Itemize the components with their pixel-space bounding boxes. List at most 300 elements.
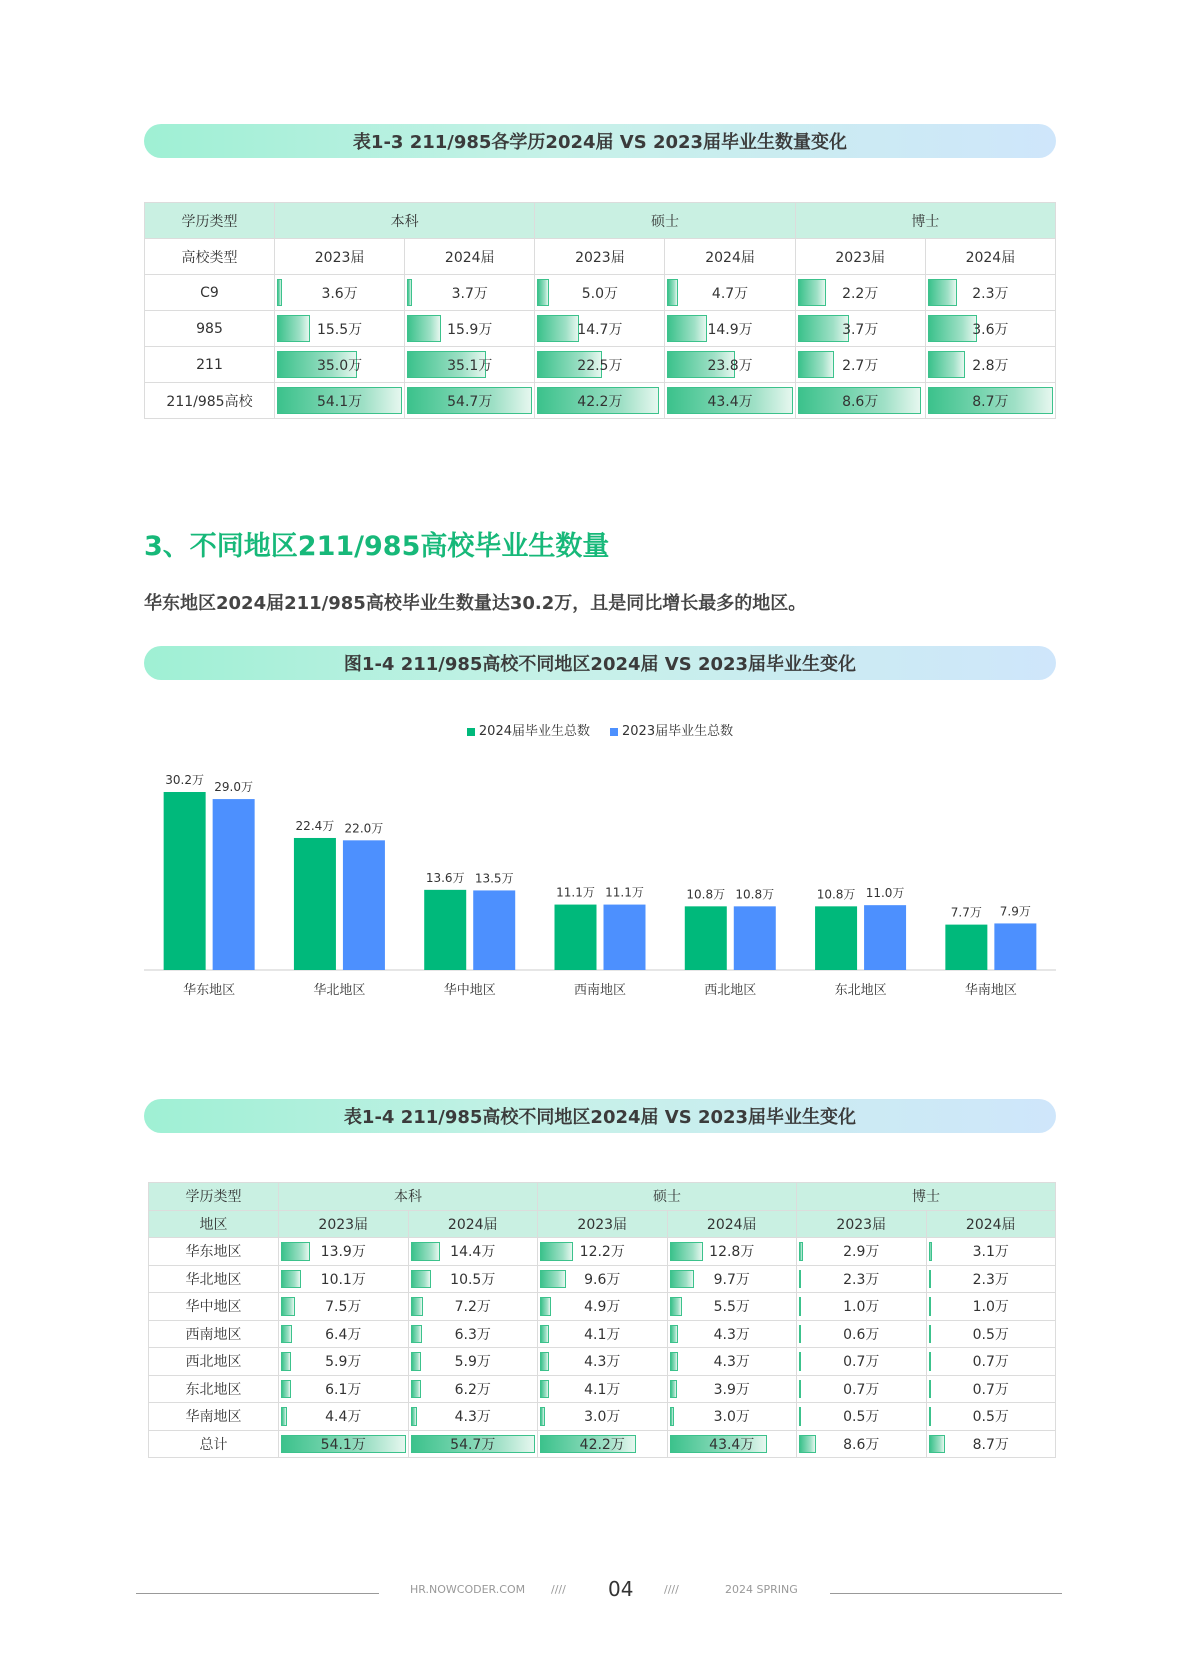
table-cell — [795, 383, 925, 419]
header-year-0: 2023届 — [279, 1210, 409, 1238]
cell-value: 2.3万 — [972, 1271, 1009, 1288]
cell-value: 14.4万 — [450, 1244, 496, 1261]
table-cell — [279, 1293, 409, 1321]
cell-value: 0.5万 — [972, 1326, 1009, 1343]
header-year-2: 2023届 — [535, 239, 665, 275]
cell-value: 4.1万 — [584, 1381, 621, 1398]
bar-data-label: 7.7万 — [950, 905, 982, 920]
table-cell — [275, 383, 405, 419]
bar-2023-3 — [604, 905, 646, 970]
cell-data-bar — [407, 279, 412, 306]
cell-value: 4.1万 — [584, 1326, 621, 1343]
cell-value: 43.4万 — [707, 393, 753, 410]
table-cell — [667, 1293, 797, 1321]
table-cell — [538, 1375, 668, 1403]
cell-data-bar — [670, 1242, 703, 1261]
table-row — [145, 383, 1056, 419]
table-cell — [797, 1403, 927, 1431]
bar-data-label: 11.1万 — [605, 885, 644, 900]
bar-data-label: 22.4万 — [295, 818, 335, 833]
table-cell — [667, 1403, 797, 1431]
cell-data-bar — [281, 1407, 287, 1426]
cell-value: 2.9万 — [843, 1244, 880, 1261]
cell-data-bar — [799, 1407, 801, 1426]
cell-data-bar — [411, 1242, 440, 1261]
table-cell — [925, 311, 1055, 347]
table-cell — [275, 347, 405, 383]
table-cell — [665, 347, 795, 383]
bar-data-label: 10.8万 — [816, 887, 856, 902]
cell-value: 2.3万 — [972, 285, 1009, 302]
header-degree-3: 博士 — [795, 203, 1055, 239]
bar-data-label: 10.8万 — [735, 887, 775, 902]
table-cell — [408, 1375, 538, 1403]
cell-data-bar — [540, 1297, 551, 1316]
cell-value: 15.5万 — [316, 321, 363, 338]
cell-value: 8.7万 — [972, 1436, 1009, 1453]
cell-value: 4.3万 — [454, 1409, 491, 1426]
header-row-degree — [149, 1183, 1056, 1211]
cell-value: 1.0万 — [843, 1299, 880, 1316]
table-cell — [926, 1430, 1056, 1458]
footer-page-number: 04 — [608, 1577, 634, 1601]
header-year-1: 2024届 — [405, 239, 535, 275]
bar-data-label: 13.5万 — [474, 871, 514, 886]
table-cell — [797, 1375, 927, 1403]
table-row — [145, 311, 1056, 347]
cell-data-bar — [670, 1352, 679, 1371]
figure14-title-banner — [144, 646, 1056, 680]
table-cell — [538, 1238, 668, 1266]
cell-value: 5.0万 — [581, 285, 619, 302]
bar-data-label: 30.2万 — [165, 773, 205, 787]
cell-value: 43.4万 — [709, 1436, 755, 1453]
cell-data-bar — [799, 1297, 801, 1316]
row-label: 华南地区 — [149, 1403, 279, 1431]
cell-data-bar — [411, 1325, 422, 1344]
table13 — [144, 202, 1056, 419]
table-cell — [538, 1348, 668, 1376]
cell-data-bar — [670, 1270, 694, 1289]
cell-data-bar — [537, 279, 548, 306]
table-cell — [667, 1375, 797, 1403]
cell-value: 5.9万 — [454, 1354, 491, 1371]
cell-value: 2.7万 — [842, 357, 879, 374]
table-cell — [279, 1375, 409, 1403]
x-tick-label: 西南地区 — [573, 983, 627, 998]
header-year-4: 2023届 — [797, 1210, 927, 1238]
table-cell — [665, 383, 795, 419]
cell-data-bar — [281, 1325, 292, 1344]
cell-value: 3.1万 — [972, 1244, 1009, 1261]
cell-data-bar — [929, 1325, 931, 1344]
cell-data-bar — [929, 1435, 946, 1454]
header-row-label: 地区 — [149, 1210, 279, 1238]
table-cell — [665, 275, 795, 311]
footer-rule-right — [830, 1593, 1062, 1594]
x-tick-label: 华北地区 — [313, 983, 366, 998]
cell-value: 8.6万 — [843, 1436, 880, 1453]
table-cell — [925, 275, 1055, 311]
table-cell — [279, 1403, 409, 1431]
cell-value: 9.6万 — [584, 1271, 621, 1288]
cell-data-bar — [540, 1325, 549, 1344]
table-cell — [279, 1348, 409, 1376]
row-label: C9 — [145, 275, 275, 311]
cell-data-bar — [667, 279, 677, 306]
cell-data-bar — [281, 1242, 310, 1261]
cell-data-bar — [929, 1352, 931, 1371]
cell-data-bar — [540, 1270, 566, 1289]
cell-data-bar — [667, 315, 707, 342]
table13-title-banner — [144, 124, 1056, 158]
cell-value: 13.9万 — [320, 1244, 366, 1261]
cell-value: 4.7万 — [711, 285, 749, 302]
cell-data-bar — [799, 1380, 801, 1399]
cell-data-bar — [277, 315, 310, 342]
table-cell — [538, 1403, 668, 1431]
cell-value: 14.7万 — [577, 321, 623, 338]
bar-data-label: 22.0万 — [344, 821, 384, 836]
bar-data-label: 11.1万 — [556, 885, 595, 900]
table-cell — [795, 347, 925, 383]
footer-site: HR.NOWCODER.COM — [410, 1583, 526, 1596]
cell-value: 54.1万 — [316, 393, 363, 410]
cell-value: 0.5万 — [843, 1409, 880, 1426]
header-degree-2: 硕士 — [538, 1183, 797, 1211]
header-degree-label: 学历类型 — [149, 1183, 279, 1211]
cell-value: 10.1万 — [320, 1271, 366, 1288]
bar-chart — [144, 745, 1056, 1005]
x-tick-label: 华中地区 — [443, 983, 496, 998]
header-degree-1: 本科 — [279, 1183, 538, 1211]
cell-data-bar — [670, 1297, 683, 1316]
cell-data-bar — [799, 1270, 801, 1289]
table-cell — [665, 311, 795, 347]
table-row — [149, 1320, 1056, 1348]
x-tick-label: 东北地区 — [834, 983, 887, 998]
footer-sep-right: //// — [664, 1583, 679, 1596]
table-cell — [797, 1238, 927, 1266]
cell-data-bar — [540, 1380, 549, 1399]
row-label: 西北地区 — [149, 1348, 279, 1376]
cell-data-bar — [929, 1270, 931, 1289]
cell-value: 9.7万 — [713, 1271, 750, 1288]
table-cell — [279, 1265, 409, 1293]
table-row — [149, 1348, 1056, 1376]
bar-data-label: 10.8万 — [686, 887, 726, 902]
cell-value: 54.7万 — [450, 1436, 496, 1453]
footer-season: 2024 SPRING — [725, 1583, 798, 1596]
cell-value: 2.2万 — [842, 285, 879, 302]
table-cell — [535, 311, 665, 347]
table-cell — [535, 383, 665, 419]
cell-data-bar — [277, 279, 282, 306]
header-year-3: 2024届 — [665, 239, 795, 275]
cell-data-bar — [540, 1407, 545, 1426]
legend-label-2023: 2023届毕业生总数 — [622, 724, 734, 739]
row-label: 211/985高校 — [145, 383, 275, 419]
cell-value: 3.6万 — [972, 321, 1009, 338]
footer-rule-left — [136, 1593, 379, 1594]
table14-title: 表1-4 211/985高校不同地区2024届 VS 2023届毕业生变化 — [343, 1107, 857, 1128]
cell-value: 54.7万 — [447, 393, 493, 410]
cell-value: 2.8万 — [972, 357, 1009, 374]
table14-title-banner — [144, 1099, 1056, 1133]
cell-value: 1.0万 — [972, 1299, 1009, 1316]
table-cell — [926, 1265, 1056, 1293]
bar-2024-0 — [164, 792, 206, 970]
table13-title: 表1-3 211/985各学历2024届 VS 2023届毕业生数量变化 — [352, 132, 848, 153]
cell-data-bar — [799, 1352, 801, 1371]
table-cell — [279, 1320, 409, 1348]
x-tick-label: 华东地区 — [183, 983, 236, 998]
table-cell — [535, 347, 665, 383]
legend-item-2024 — [467, 720, 590, 739]
cell-data-bar — [799, 1435, 816, 1454]
cell-data-bar — [537, 315, 578, 342]
cell-value: 6.3万 — [454, 1326, 491, 1343]
cell-value: 8.6万 — [842, 393, 879, 410]
header-row-year — [145, 239, 1056, 275]
cell-value: 12.2万 — [579, 1244, 625, 1261]
row-label: 211 — [145, 347, 275, 383]
table-cell — [408, 1430, 538, 1458]
header-year-5: 2024届 — [925, 239, 1055, 275]
bar-2024-4 — [685, 906, 727, 970]
header-year-5: 2024届 — [926, 1210, 1056, 1238]
bar-2024-2 — [424, 890, 466, 970]
row-label: 华东地区 — [149, 1238, 279, 1266]
cell-value: 6.2万 — [454, 1381, 491, 1398]
cell-value: 7.2万 — [454, 1299, 491, 1316]
bar-2024-6 — [945, 925, 987, 970]
cell-data-bar — [929, 1297, 931, 1316]
section-summary: 华东地区2024届211/985高校毕业生数量达30.2万，且是同比增长最多的地区。 — [144, 593, 807, 614]
table-cell — [408, 1320, 538, 1348]
row-label: 西南地区 — [149, 1320, 279, 1348]
table-cell — [667, 1265, 797, 1293]
bar-2023-0 — [213, 799, 255, 970]
table-cell — [408, 1265, 538, 1293]
legend-item-2023 — [610, 720, 733, 739]
table-row — [149, 1375, 1056, 1403]
cell-value: 6.4万 — [325, 1326, 362, 1343]
cell-value: 4.3万 — [584, 1354, 621, 1371]
row-label: 华北地区 — [149, 1265, 279, 1293]
table-row — [149, 1293, 1056, 1321]
cell-value: 0.6万 — [843, 1326, 880, 1343]
cell-data-bar — [411, 1270, 431, 1289]
table-cell — [667, 1238, 797, 1266]
legend-swatch-2023 — [610, 728, 618, 736]
cell-value: 4.3万 — [713, 1326, 750, 1343]
cell-data-bar — [281, 1352, 291, 1371]
table-row — [149, 1403, 1056, 1431]
cell-data-bar — [799, 1325, 801, 1344]
cell-data-bar — [670, 1325, 679, 1344]
table-cell — [926, 1320, 1056, 1348]
cell-value: 22.5万 — [577, 357, 623, 374]
table-cell — [797, 1320, 927, 1348]
cell-data-bar — [928, 279, 958, 306]
cell-data-bar — [411, 1380, 421, 1399]
table-cell — [667, 1348, 797, 1376]
cell-value: 6.1万 — [325, 1381, 362, 1398]
footer-sep-left: //// — [551, 1583, 566, 1596]
table-cell — [795, 275, 925, 311]
header-row-degree — [145, 203, 1056, 239]
header-year-1: 2024届 — [408, 1210, 538, 1238]
table-row — [145, 275, 1056, 311]
x-tick-label: 华南地区 — [964, 983, 1017, 998]
cell-data-bar — [411, 1352, 421, 1371]
cell-data-bar — [929, 1407, 931, 1426]
cell-data-bar — [929, 1380, 931, 1399]
cell-value: 7.5万 — [325, 1299, 362, 1316]
cell-data-bar — [670, 1380, 678, 1399]
x-tick-label: 西北地区 — [704, 983, 757, 998]
table-cell — [797, 1293, 927, 1321]
table-cell — [408, 1293, 538, 1321]
cell-data-bar — [540, 1242, 573, 1261]
legend-label-2024: 2024届毕业生总数 — [478, 724, 590, 739]
section-title: 3、不同地区211/985高校毕业生数量 — [144, 531, 610, 562]
cell-value: 10.5万 — [450, 1271, 496, 1288]
header-degree-3: 博士 — [797, 1183, 1056, 1211]
cell-data-bar — [407, 315, 440, 342]
cell-data-bar — [540, 1352, 549, 1371]
cell-value: 4.9万 — [584, 1299, 621, 1316]
cell-data-bar — [670, 1407, 675, 1426]
table-cell — [405, 275, 535, 311]
header-row-label: 高校类型 — [145, 239, 275, 275]
cell-value: 3.0万 — [713, 1409, 750, 1426]
table-cell — [275, 311, 405, 347]
table-cell — [408, 1403, 538, 1431]
table-cell — [667, 1430, 797, 1458]
cell-value: 3.7万 — [842, 321, 879, 338]
row-label: 东北地区 — [149, 1375, 279, 1403]
cell-value: 15.9万 — [447, 321, 493, 338]
bar-2023-1 — [343, 840, 385, 970]
bar-2024-5 — [815, 906, 857, 970]
cell-value: 3.0万 — [584, 1409, 621, 1426]
table-cell — [279, 1430, 409, 1458]
cell-data-bar — [799, 1242, 803, 1261]
table-cell — [405, 311, 535, 347]
table-cell — [538, 1265, 668, 1293]
cell-value: 4.4万 — [325, 1409, 362, 1426]
table-row — [149, 1265, 1056, 1293]
table-cell — [408, 1238, 538, 1266]
bar-data-label: 29.0万 — [214, 780, 254, 795]
table-cell — [926, 1348, 1056, 1376]
cell-value: 4.3万 — [713, 1354, 750, 1371]
header-degree-1: 本科 — [275, 203, 535, 239]
cell-data-bar — [281, 1270, 301, 1289]
header-year-2: 2023届 — [538, 1210, 668, 1238]
chart-legend — [0, 720, 1200, 739]
cell-value: 23.8万 — [707, 357, 753, 374]
header-year-3: 2024届 — [667, 1210, 797, 1238]
cell-value: 3.7万 — [451, 285, 488, 302]
bar-data-label: 13.6万 — [425, 870, 465, 885]
table-cell — [797, 1348, 927, 1376]
cell-value: 0.5万 — [972, 1409, 1009, 1426]
cell-data-bar — [929, 1242, 933, 1261]
bar-data-label: 11.0万 — [865, 886, 905, 901]
header-degree-2: 硕士 — [535, 203, 795, 239]
cell-value: 8.7万 — [972, 393, 1009, 410]
cell-data-bar — [928, 351, 965, 378]
cell-data-bar — [928, 315, 977, 342]
table-cell — [797, 1265, 927, 1293]
row-label: 总计 — [149, 1430, 279, 1458]
cell-value: 0.7万 — [972, 1381, 1009, 1398]
table-cell — [926, 1403, 1056, 1431]
table-cell — [535, 275, 665, 311]
bar-2023-2 — [473, 890, 515, 970]
table-cell — [408, 1348, 538, 1376]
table-cell — [926, 1238, 1056, 1266]
cell-value: 35.0万 — [316, 357, 363, 374]
table14 — [148, 1182, 1056, 1458]
table-row — [149, 1430, 1056, 1458]
bar-2023-5 — [864, 905, 906, 970]
cell-value: 12.8万 — [709, 1244, 755, 1261]
cell-value: 0.7万 — [843, 1354, 880, 1371]
table-cell — [926, 1293, 1056, 1321]
header-row-year — [149, 1210, 1056, 1238]
table-cell — [926, 1375, 1056, 1403]
cell-value: 3.6万 — [321, 285, 358, 302]
cell-data-bar — [281, 1380, 291, 1399]
bar-2024-1 — [294, 838, 336, 970]
table-cell — [797, 1430, 927, 1458]
cell-value: 3.9万 — [713, 1381, 750, 1398]
cell-value: 0.7万 — [972, 1354, 1009, 1371]
header-degree-label: 学历类型 — [145, 203, 275, 239]
bar-2024-3 — [555, 905, 597, 970]
row-label: 985 — [145, 311, 275, 347]
cell-data-bar — [798, 351, 834, 378]
figure14-title: 图1-4 211/985高校不同地区2024届 VS 2023届毕业生变化 — [343, 654, 857, 675]
bar-data-label: 7.9万 — [999, 904, 1031, 919]
table-cell — [795, 311, 925, 347]
table-cell — [667, 1320, 797, 1348]
cell-data-bar — [281, 1297, 295, 1316]
cell-data-bar — [798, 279, 826, 306]
table-cell — [405, 347, 535, 383]
cell-data-bar — [411, 1407, 417, 1426]
table-cell — [538, 1293, 668, 1321]
legend-swatch-2024 — [467, 728, 475, 736]
cell-value: 2.3万 — [843, 1271, 880, 1288]
bar-2023-6 — [994, 923, 1036, 970]
cell-data-bar — [411, 1297, 424, 1316]
table-cell — [925, 383, 1055, 419]
bar-2023-4 — [734, 906, 776, 970]
table-cell — [275, 275, 405, 311]
header-year-0: 2023届 — [275, 239, 405, 275]
table-cell — [405, 383, 535, 419]
table-cell — [279, 1238, 409, 1266]
cell-value: 42.2万 — [579, 1436, 625, 1453]
row-label: 华中地区 — [149, 1293, 279, 1321]
table-cell — [538, 1430, 668, 1458]
table-cell — [538, 1320, 668, 1348]
